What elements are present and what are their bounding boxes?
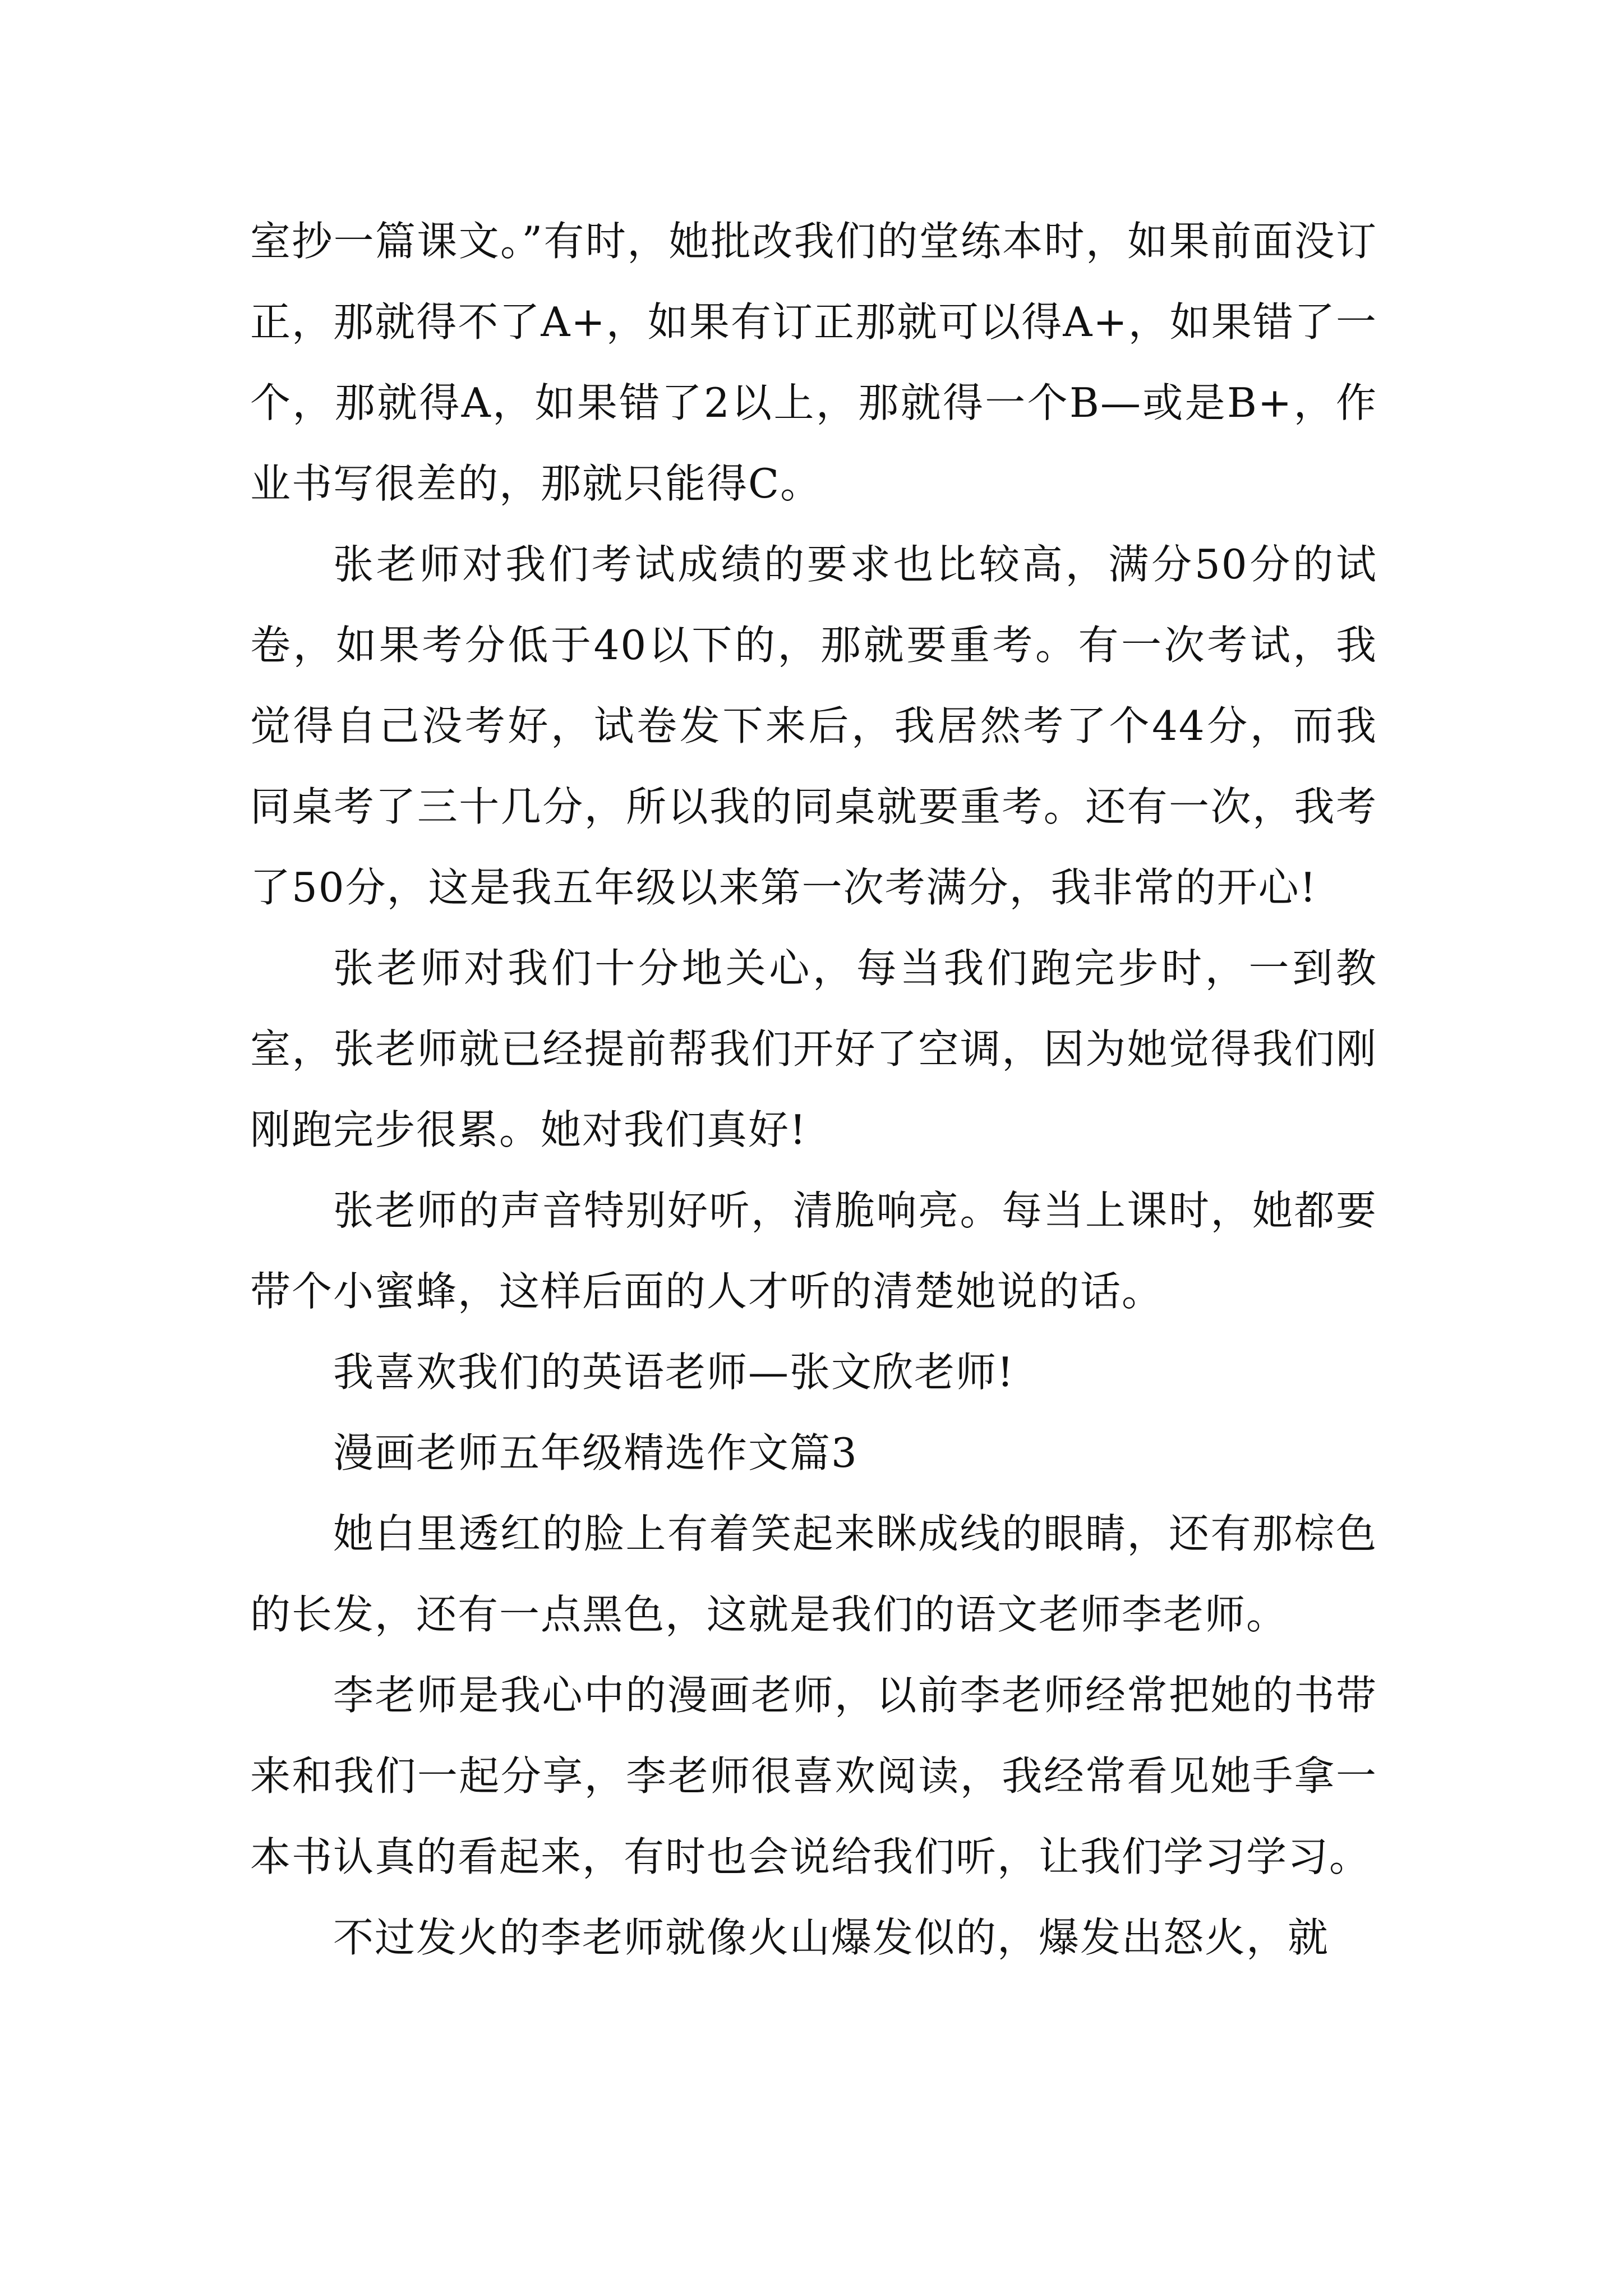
paragraph-teacher-reading: 李老师是我心中的漫画老师，以前李老师经常把她的书带来和我们一起分享，李老师很喜欢阅读，我经常看见她手拿一本书认真的看起来，有时也会说给我们听，让我们学习学习。	[250, 1672, 1377, 1880]
paragraph-exam-requirements: 张老师对我们考试成绩的要求也比较高，满分50分的试卷，如果考分低于40以下的，那就要重考。有一次考试，我觉得自己没考好，试卷发下来后，我居然考了个44分，而我同桌考了三十几分，所以我的同桌就要重考。还有一次，我考了50分，这是我五年级以来第一次考满分，我非常的开心!	[250, 541, 1377, 911]
paragraph-teacher-care: 张老师对我们十分地关心，每当我们跑完步时，一到教室，张老师就已经提前帮我们开好了空调，因为她觉得我们刚刚跑完步很累。她对我们真好!	[250, 945, 1377, 1153]
paragraph-closing: 我喜欢我们的英语老师—张文欣老师!	[333, 1349, 1015, 1396]
paragraph-teacher-appearance: 她白里透红的脸上有着笑起来眯成线的眼睛，还有那棕色的长发，还有一点黑色，这就是我们的语文老师李老师。	[250, 1510, 1377, 1638]
section-heading: 漫画老师五年级精选作文篇3	[333, 1429, 858, 1476]
paragraph-continuation: 室抄一篇课文。”有时，她批改我们的堂练本时，如果前面没订正，那就得不了A+，如果有订正那就可以得A+，如果错了一个，那就得A，如果错了2以上，那就得一个B—或是B+，作业书写很差的，那就只能得C。	[250, 218, 1377, 507]
article-body	[250, 201, 1377, 1978]
paragraph-teacher-anger: 不过发火的李老师就像火山爆发似的，爆发出怒火，就	[333, 1914, 1330, 1961]
paragraph-teacher-voice: 张老师的声音特别好听，清脆响亮。每当上课时，她都要带个小蜜蜂，这样后面的人才听的清楚她说的话。	[250, 1187, 1377, 1315]
